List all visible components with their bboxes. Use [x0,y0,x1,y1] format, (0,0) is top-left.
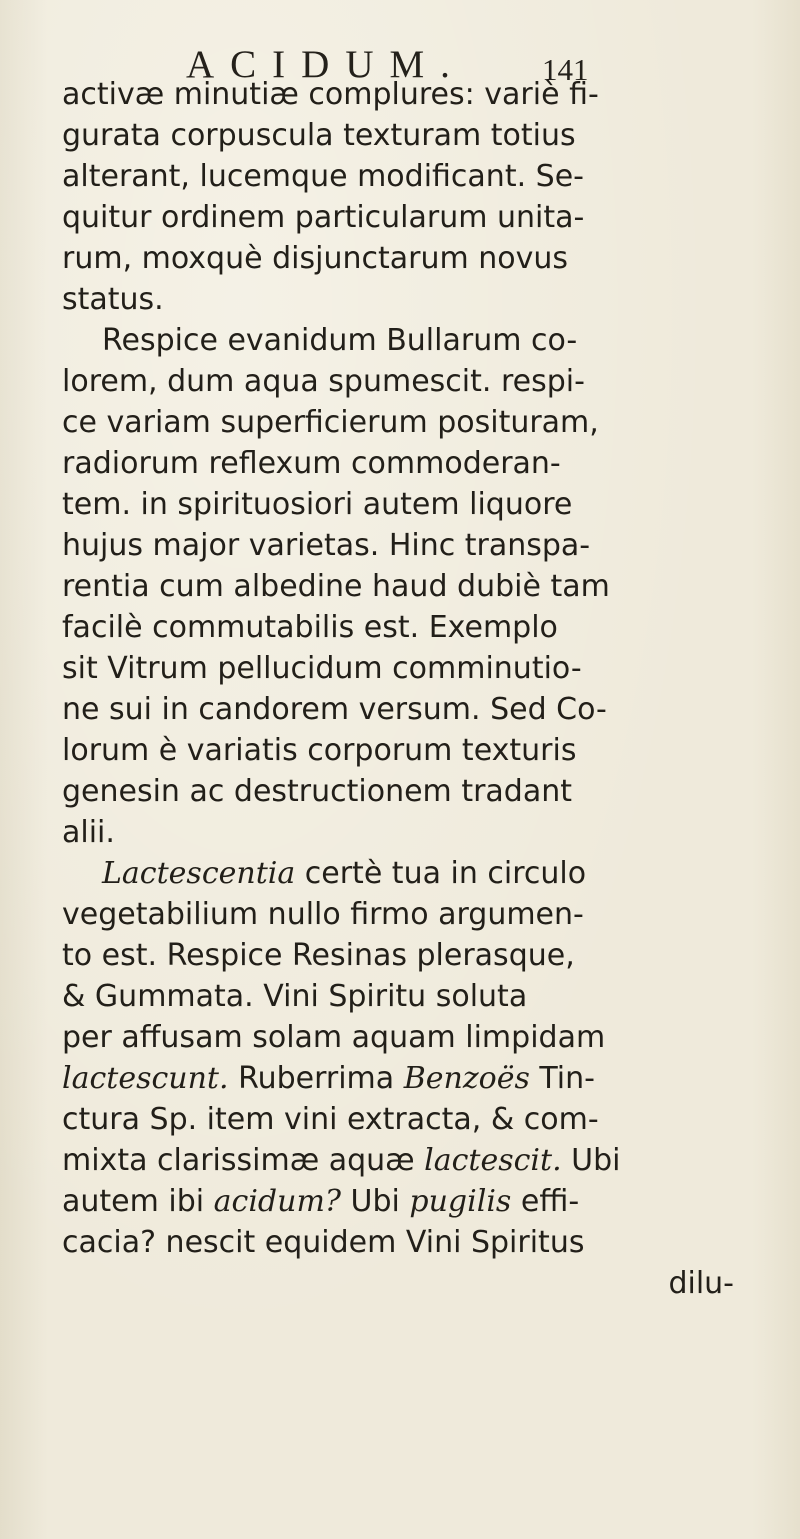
text-segment: Ubi [340,1184,410,1219]
text-line [62,976,742,1017]
text-segment: facilè commutabilis est. Exemplo [62,610,558,645]
text-line [62,74,742,115]
text-segment: & Gummata. Vini Spiritu soluta [62,979,528,1014]
text-segment: certè tua in circulo [295,856,587,891]
italic-segment: pugilis [409,1184,512,1219]
text-segment: quitur ordinem particularum unita- [62,200,585,235]
text-line [62,935,742,976]
text-segment: vegetabilium nullo firmo argumen- [62,897,584,932]
text-segment: status. [62,282,164,317]
italic-segment: acidum? [213,1184,341,1219]
text-segment: radiorum reflexum commoderan- [62,446,561,481]
text-line [62,853,742,894]
text-segment: cacia? nescit equidem Vini Spiritus [62,1225,585,1260]
page-number: 141 [542,52,589,87]
text-line [62,812,742,853]
text-segment: gurata corpuscula texturam totius [62,118,576,153]
text-line [62,443,742,484]
text-segment: Ubi [561,1143,621,1178]
text-line [62,361,742,402]
text-line [62,1058,742,1099]
text-line [62,771,742,812]
text-segment: effi- [511,1184,580,1219]
text-line [62,730,742,771]
text-line [62,279,742,320]
text-line [62,238,742,279]
text-line [62,197,742,238]
text-segment: ctura Sp. item vini extracta, & com- [62,1102,599,1137]
body-text [62,74,742,1304]
text-line [62,1181,742,1222]
text-segment: tem. in spirituosiori autem liquore [62,487,573,522]
text-segment: Respice evanidum Bullarum co- [102,323,578,358]
text-line [62,1017,742,1058]
text-line [62,156,742,197]
text-segment: activæ minutiæ complures: variè fi- [62,77,599,112]
text-line [62,894,742,935]
text-segment: autem ibi [62,1184,214,1219]
text-line [62,689,742,730]
text-line [62,648,742,689]
text-line [62,525,742,566]
text-segment: per affusam solam aquam limpidam [62,1020,606,1055]
text-segment: alterant, lucemque modificant. Se- [62,159,584,194]
text-segment: lorum è variatis corporum texturis [62,733,577,768]
italic-segment: Lactescentia [102,856,296,891]
text-line [62,1263,742,1304]
text-segment: to est. Respice Resinas plerasque, [62,938,575,973]
text-line [62,1140,742,1181]
text-segment: rum, moxquè disjunctarum novus [62,241,568,276]
text-line [62,320,742,361]
text-line [62,566,742,607]
text-segment: genesin ac destructionem tradant [62,774,572,809]
text-line [62,1222,742,1263]
text-line [62,484,742,525]
running-title: ACIDUM. [186,43,466,86]
italic-segment: lactescunt. [62,1061,229,1096]
text-line [62,115,742,156]
text-line [62,607,742,648]
text-segment: ne sui in candorem versum. Sed Co- [62,692,607,727]
text-segment: ce variam superficierum posituram, [62,405,599,440]
text-segment: Tin- [529,1061,595,1096]
text-segment: dilu- [668,1266,734,1301]
text-segment: alii. [62,815,115,850]
text-segment: hujus major varietas. Hinc transpa- [62,528,591,563]
text-line [62,402,742,443]
text-segment: rentia cum albedine haud dubiè tam [62,569,610,604]
text-segment: lorem, dum aqua spumescit. respi- [62,364,585,399]
italic-segment: Benzoës [403,1061,530,1096]
text-segment: mixta clarissimæ aquæ [62,1143,425,1178]
text-segment: sit Vitrum pellucidum comminutio- [62,651,582,686]
text-segment: Ruberrima [228,1061,404,1096]
text-line [62,1099,742,1140]
italic-segment: lactescit. [424,1143,562,1178]
